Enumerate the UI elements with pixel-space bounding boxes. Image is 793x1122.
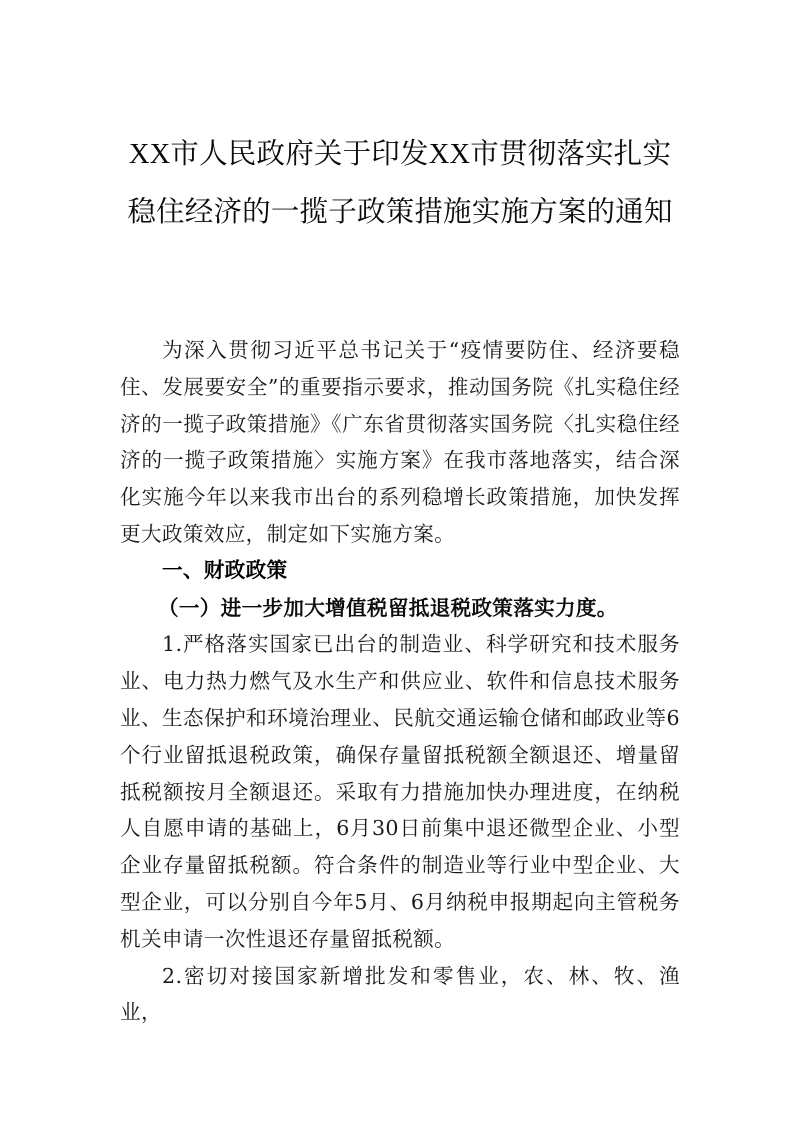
numbered-item-2: 2.密切对接国家新增批发和零售业，农、林、牧、渔业， bbox=[120, 963, 680, 1025]
numbered-item-1: 1.严格落实国家已出台的制造业、科学研究和技术服务业、电力热力燃气及水生产和供应业、软件和信息技术服务业、生态保护和环境治理业、民航交通运输仓储和邮政业等6个行业留抵退税政策，确保存量留抵税额全额退还、增量留抵税额按月全额退还。采取有力措施加快办理进度，在纳税人自愿申请的基础上，6月30日前集中退还微型企业、小型企业存量留抵税额。符合条件的制造业等行业中型企业、大型企业，可以分别自今年5月、6月纳税申报期起向主管税务机关申请一次性退还存量留抵税额。 bbox=[120, 632, 680, 951]
subsection-heading-vat-credit-refund: （一）进一步加大增值税留抵退税政策落实力度。 bbox=[158, 595, 618, 620]
document-title: XX市人民政府关于印发XX市贯彻落实扎实稳住经济的一揽子政策措施实施方案的通知 bbox=[127, 139, 673, 228]
preamble-paragraph: 为深入贯彻习近平总书记关于“疫情要防住、经济要稳住、发展要安全”的重要指示要求，推动国务院《扎实稳住经济的一揽子政策措施》《广东省贯彻落实国务院〈扎实稳住经济的一揽子政策措施〉实施方案》在我市落地落实，结合深化实施今年以来我市出台的系列稳增长政策措施，加快发挥更大政策效应，制定如下实施方案。 bbox=[120, 338, 680, 546]
document-body bbox=[120, 332, 680, 1031]
section-heading-fiscal-policy: 一、财政政策 bbox=[162, 558, 288, 582]
